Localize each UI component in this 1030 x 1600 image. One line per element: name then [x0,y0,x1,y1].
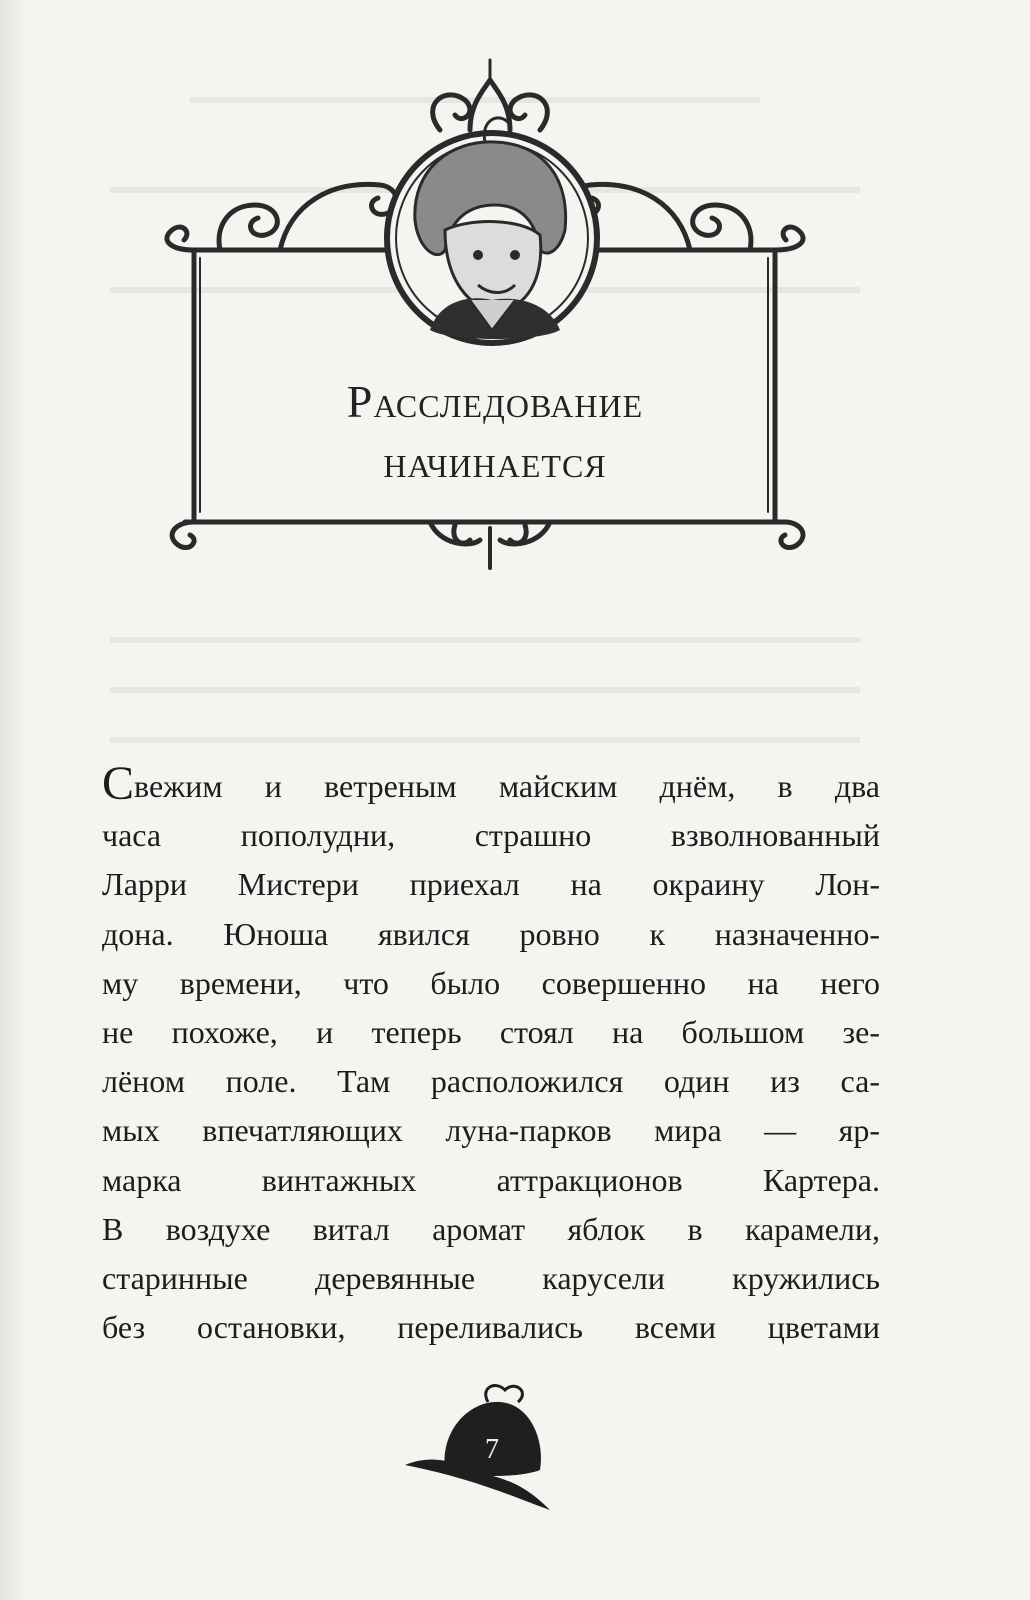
body-line: В воздухе витал аромат яблок в карамели, [102,1210,880,1247]
chapter-body [102,757,880,1352]
body-line: му времени, что было совершенно на него [102,964,880,1001]
body-line: лёном поле. Там расположился один из са- [102,1063,880,1100]
chapter-title [210,372,780,492]
body-line: не похоже, и теперь стоял на большом зе- [102,1013,880,1050]
body-line: мых впечатляющих луна-парков мира — яр- [102,1112,880,1149]
body-line: Ларри Мистери приехал на окраину Лон- [102,866,880,903]
body-line: дона. Юноша явился ровно к назначенно- [102,915,880,952]
body-line: Свежим и ветреным майским днём, в два [102,757,880,810]
body-line: часа пополудни, страшно взволнованный [102,817,880,854]
chapter-title-line-2: начинается [383,436,607,487]
page-number: 7 [485,1434,499,1465]
chapter-title-line-1: Расследование [346,376,644,427]
body-line: марка винтажных аттракционов Картера. [102,1161,880,1198]
drop-cap: С [102,757,135,810]
cameo-portrait [387,118,597,343]
body-line: старинные деревянные карусели кружились [102,1259,880,1296]
body-line: без остановки, переливались всеми цветами [102,1309,880,1346]
